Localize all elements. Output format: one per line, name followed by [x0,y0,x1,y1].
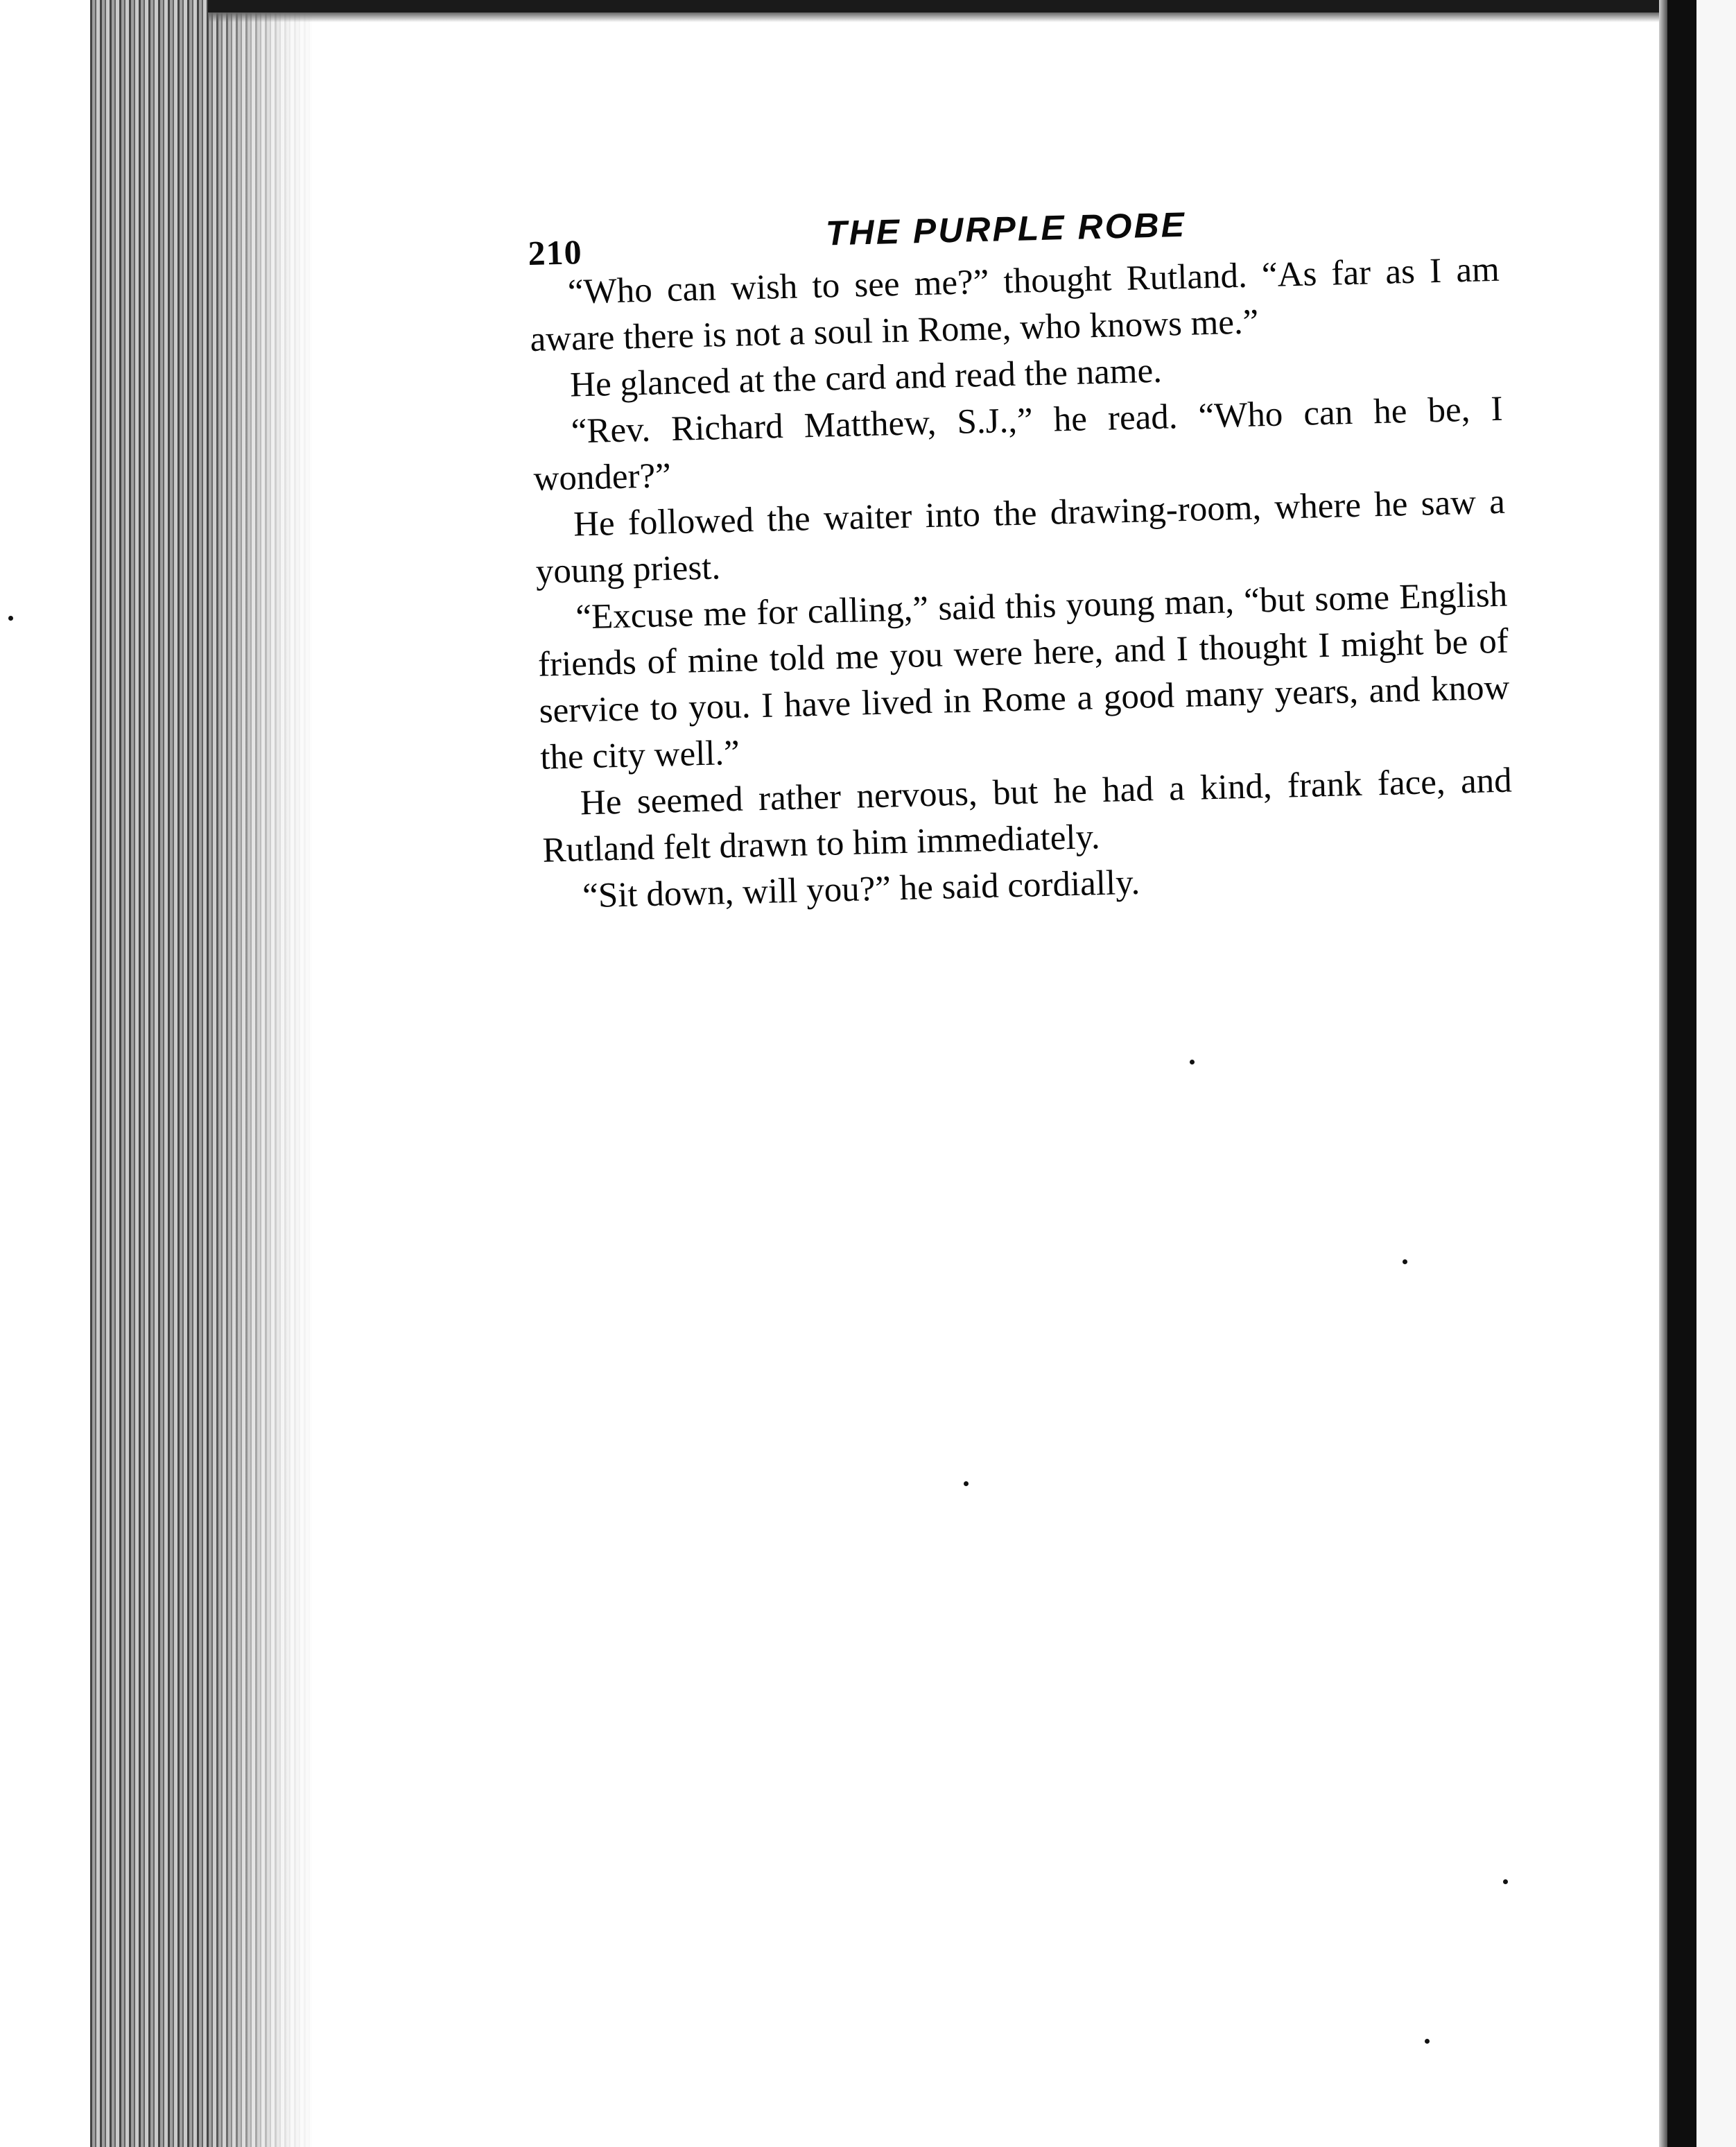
paragraph: “Who can wish to see me?” thought Rutland. “As far as I am aware there is not a soul in Rome, who knows me.” [529,250,1500,359]
paragraph: He seemed rather nervous, but he had a kind, frank face, and Rutland felt drawn to him immediately. [541,761,1513,870]
scan-speck [1190,1060,1195,1064]
page-edge-shading [208,0,319,2147]
right-gutter [1667,0,1696,2147]
body-text [528,247,1514,921]
scan-speck [964,1481,969,1486]
scan-speck [1425,2039,1430,2044]
paragraph: He followed the waiter into the drawing-room, where he saw a young priest. [535,482,1506,592]
scan-speck [1503,1879,1508,1884]
top-scan-border [208,0,1664,12]
paragraph: He glanced at the card and read the name. [569,351,1163,405]
facing-page-strip [1696,0,1736,2147]
scan-speck [1403,1259,1407,1264]
printed-page [527,184,1536,1803]
paragraph: “Rev. Richard Matthew, S.J.,” he read. “Who can he be, I wonder?” [532,389,1504,499]
top-scan-shadow [208,12,1664,22]
page-number: 210 [527,232,583,273]
paragraph: “Excuse me for calling,” said this young man, “but some English friends of mine told me you were here, and I thought I might be of service to you. I have lived in Rome a good many years, and know the city well.” [537,575,1511,777]
running-title: THE PURPLE ROBE [825,205,1187,253]
paragraph: “Sit down, will you?” he said cordially. [582,863,1140,916]
scan-speck [8,616,13,621]
